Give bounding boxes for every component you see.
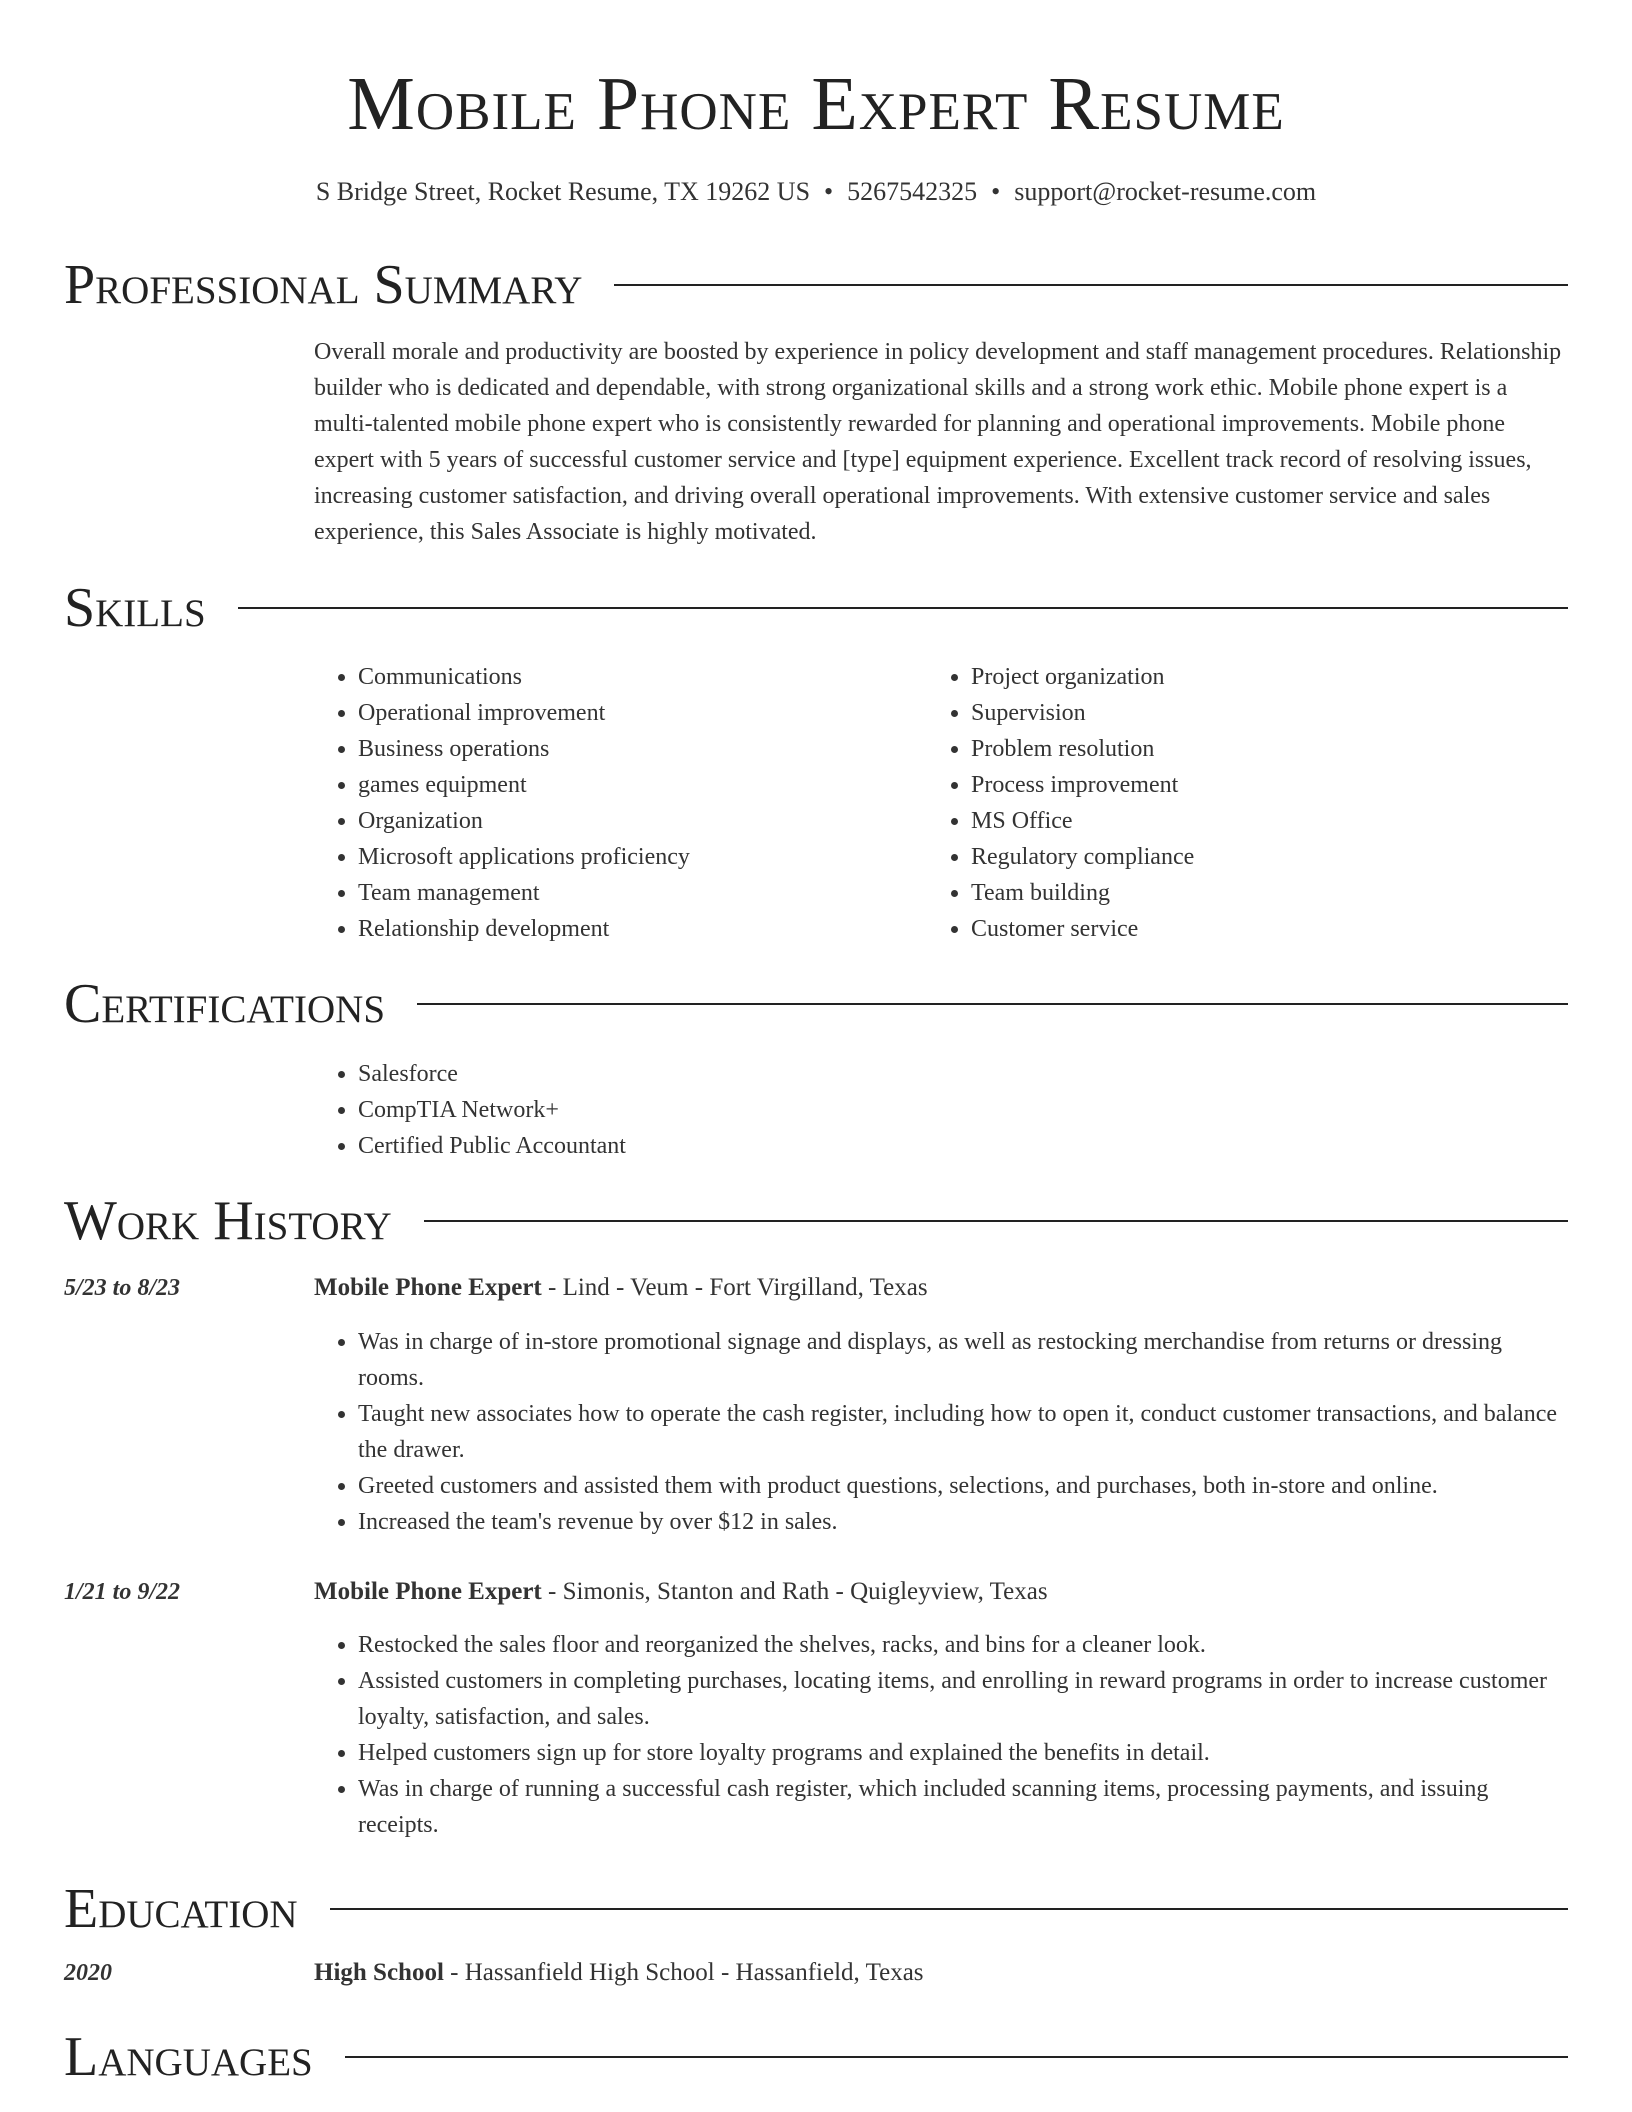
contact-separator: • [991,177,1001,206]
skill-item: • Team management [358,875,914,911]
job-dates: 5/23 to 8/23 [64,1275,181,1301]
job-bullet: • Increased the team's revenue by over $12 in sales. [358,1504,1568,1540]
job-employer: - Lind - Veum - Fort Virgilland, Texas [541,1274,928,1301]
skill-item: • games equipment [358,767,914,803]
section-header-certifications [64,972,1568,1036]
job-title: Mobile Phone Expert [314,1274,542,1301]
certification-item: • CompTIA Network+ [358,1092,914,1128]
skill-item: • Problem resolution [971,731,1527,767]
section-header-skills [64,576,1568,640]
section-title-summary: Professional Summary [64,254,583,316]
contact-address: S Bridge Street, Rocket Resume, TX 19262 US [315,177,811,206]
job-bullet: • Taught new associates how to operate the cash register, including how to open it, conduct customer transactions, and balance the drawer. [358,1396,1568,1468]
education-school: - Hassanfield High School - Hassanfield, Texas [443,1959,924,1986]
summary-text: Overall morale and productivity are boosted by experience in policy development and staff management procedures. Relationship builder who is dedicated and dependable, with strong organizational skills and a strong work ethic. Mobile phone expert is a multi-talented mobile phone expert who is consistently rewarded for planning and operational improvements. Mobile phone expert with 5 years of successful customer service and [type] equipment experience. Excellent track record of resolving issues, increasing customer satisfaction, and driving overall operational improvements. With extensive customer service and sales experience, this Sales Associate is highly motivated. [314,339,1562,545]
contact-separator: • [824,177,834,206]
skill-item: • Process improvement [971,767,1527,803]
contact-line [0,174,1632,210]
certification-item: • Certified Public Accountant [358,1128,914,1164]
education-heading [314,1955,924,1991]
job-employer: - Simonis, Stanton and Rath - Quigleyview, Texas [541,1578,1048,1605]
skill-item: • Supervision [971,695,1527,731]
skill-item: • Microsoft applications proficiency [358,839,914,875]
job-bullet: • Was in charge of running a successful cash register, which included scanning items, processing payments, and issuing receipts. [358,1771,1568,1843]
certifications-list [314,1056,914,1164]
section-divider [417,1003,1568,1005]
resume-title: Mobile Phone Expert Resume [347,62,1285,146]
skill-item: • Customer service [971,911,1527,947]
job-heading [314,1574,1048,1610]
skill-item: • Relationship development [358,911,914,947]
skill-item: • MS Office [971,803,1527,839]
skills-column-right [927,659,1527,947]
section-divider [345,2056,1568,2058]
job-bullets [314,1324,1568,1540]
section-divider [614,284,1568,286]
section-title-work-history: Work History [64,1190,392,1252]
section-title-certifications: Certifications [64,973,386,1035]
job-title: Mobile Phone Expert [314,1578,542,1605]
job-bullet: • Greeted customers and assisted them with product questions, selections, and purchases, both in-store and online. [358,1468,1568,1504]
section-divider [330,1908,1568,1910]
section-header-work-history [64,1189,1568,1253]
skills-column-left [314,659,914,947]
skill-item: • Project organization [971,659,1527,695]
section-title-skills: Skills [64,577,206,639]
section-divider [238,607,1568,609]
section-title-languages: Languages [64,2026,313,2088]
certification-item: • Salesforce [358,1056,914,1092]
job-heading [314,1270,928,1306]
job-bullet: • Restocked the sales floor and reorganized the shelves, racks, and bins for a cleaner look. [358,1627,1568,1663]
skill-item: • Regulatory compliance [971,839,1527,875]
skill-item: • Team building [971,875,1527,911]
contact-phone[interactable]: 5267542325 [847,177,978,206]
skill-item: • Business operations [358,731,914,767]
section-header-education [64,1877,1568,1941]
education-year: 2020 [64,1960,112,1986]
job-bullet: • Assisted customers in completing purchases, locating items, and enrolling in reward programs in order to increase customer loyalty, satisfaction, and sales. [358,1663,1568,1735]
section-header-summary [64,253,1568,317]
skill-item: • Organization [358,803,914,839]
skill-item: • Communications [358,659,914,695]
job-bullets [314,1627,1568,1843]
job-bullet: • Was in charge of in-store promotional signage and displays, as well as restocking merchandise from returns or dressing rooms. [358,1324,1568,1396]
job-bullet: • Helped customers sign up for store loyalty programs and explained the benefits in detail. [358,1735,1568,1771]
job-dates: 1/21 to 9/22 [64,1579,181,1605]
section-header-languages [64,2025,1568,2089]
section-title-education: Education [64,1878,298,1940]
skill-item: • Operational improvement [358,695,914,731]
contact-email[interactable]: support@rocket-resume.com [1014,177,1317,206]
section-divider [424,1220,1568,1222]
education-degree: High School [314,1959,444,1986]
